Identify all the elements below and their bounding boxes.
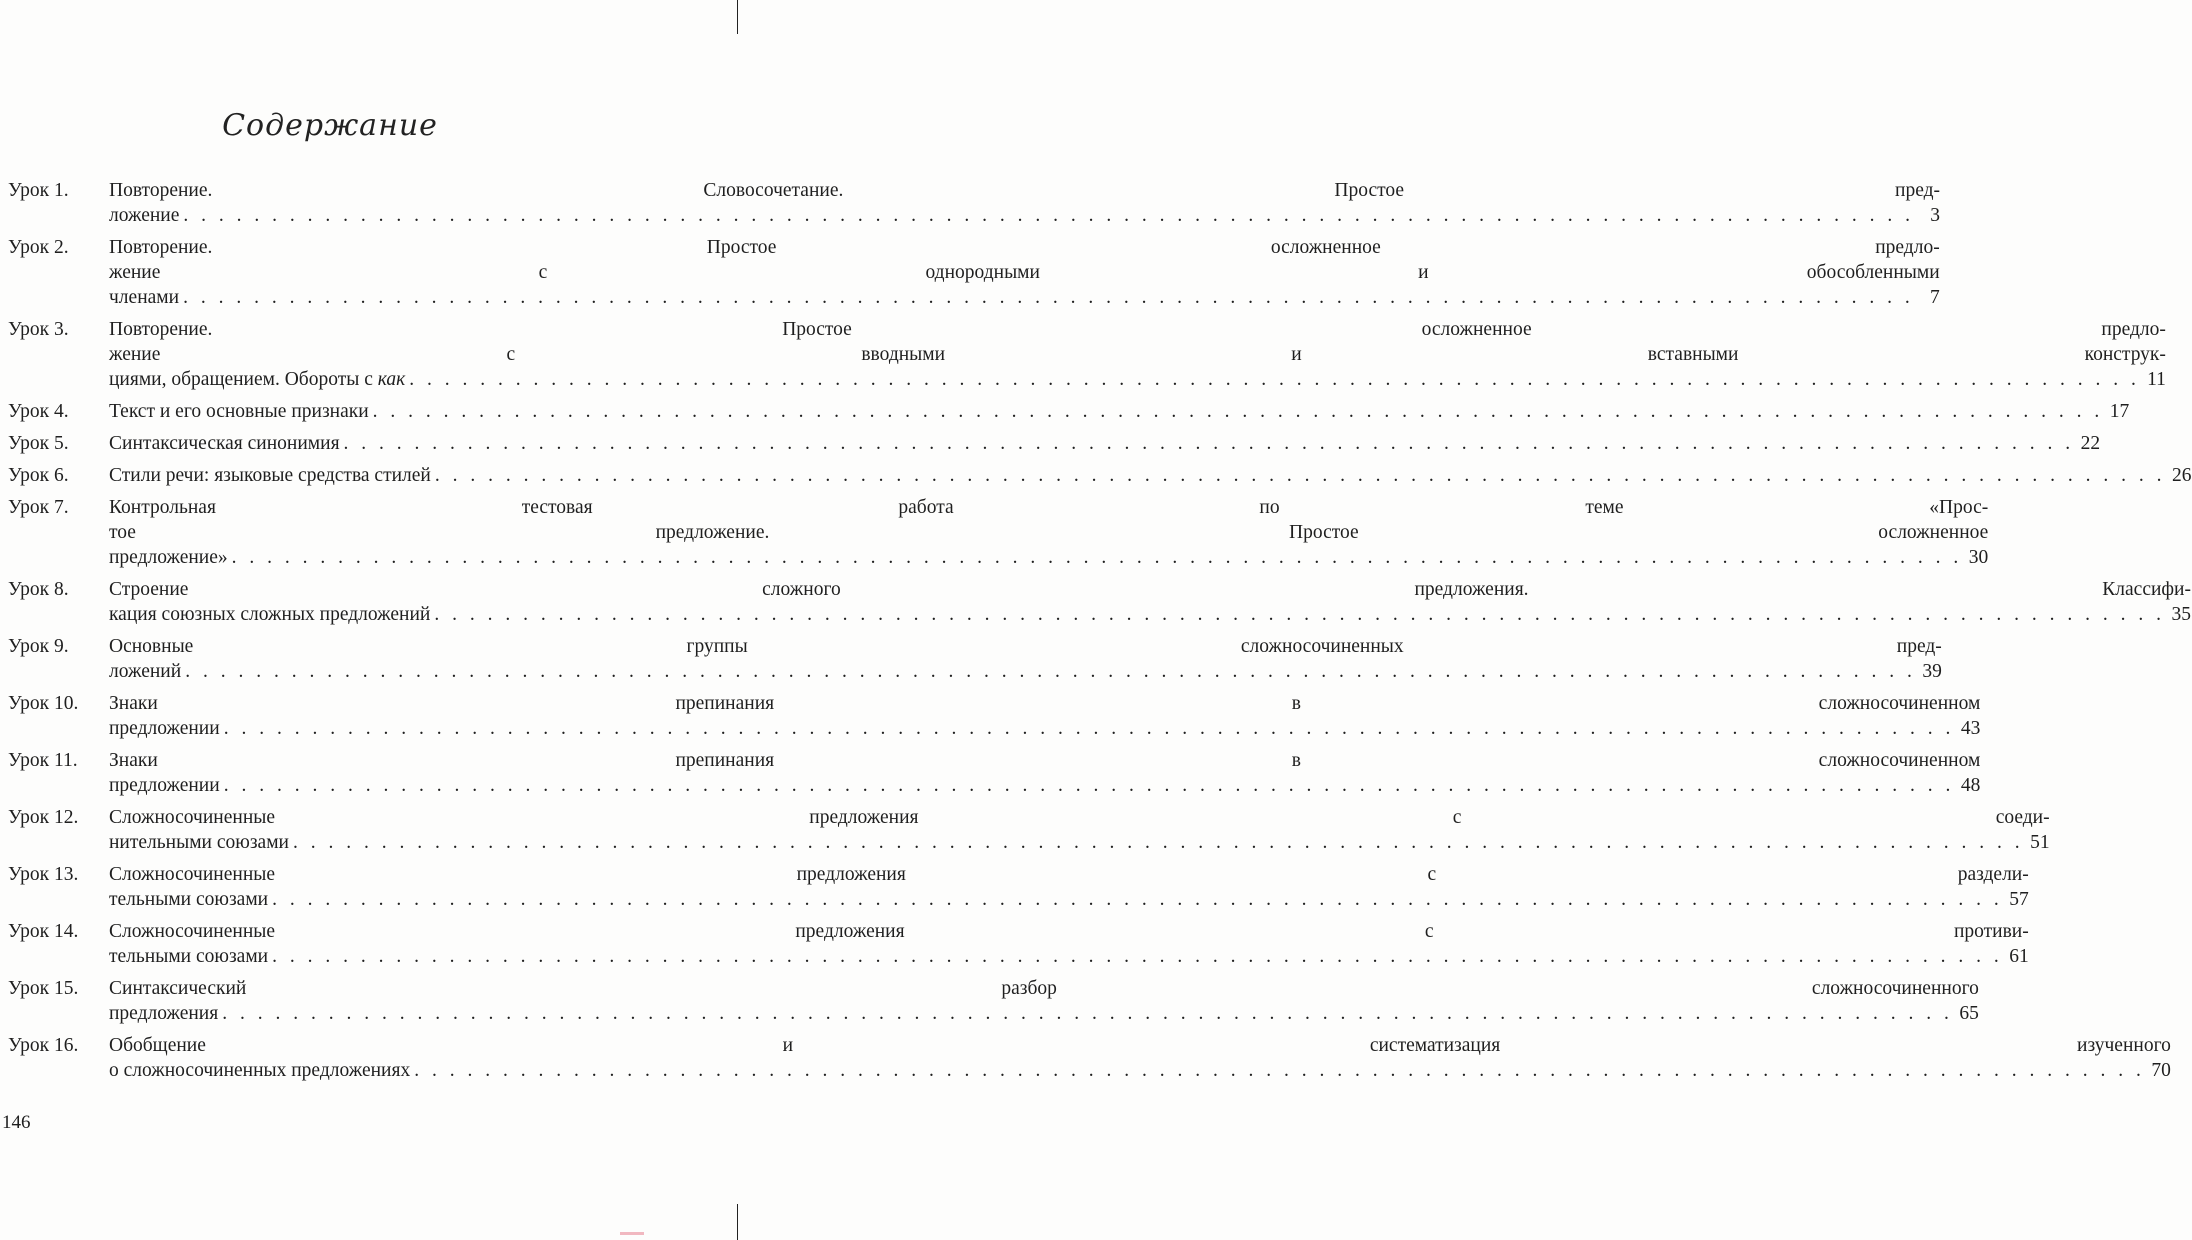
page-ref: 30: [1968, 547, 1989, 568]
lesson-title: [109, 919, 2029, 969]
lesson-title: [109, 235, 1940, 310]
page-ref: 48: [1960, 775, 1981, 796]
page-ref: 22: [2080, 433, 2101, 454]
lesson-title-text: тельными союзами: [109, 889, 269, 910]
dot-leader: [183, 203, 1914, 228]
lesson-title: [109, 495, 1988, 570]
lesson-title-line: жение с однородными и обособленными: [109, 262, 1940, 283]
dot-leader: [224, 716, 1955, 741]
lesson-title-last-line: [109, 545, 1988, 570]
page-ref: 57: [2009, 889, 2029, 910]
page-ref: 7: [1929, 287, 1940, 308]
lesson-title-line: Строение сложного предложения. Классифи-: [109, 579, 2191, 600]
page-ref: 11: [2147, 369, 2166, 390]
lesson-title-text: предложении: [109, 718, 220, 739]
lesson-label: Урок 8.: [8, 579, 69, 600]
toc-entry: [8, 317, 2166, 392]
lesson-title: [109, 805, 2050, 855]
lesson-label: Урок 1.: [8, 180, 69, 201]
lesson-title-text: кация союзных сложных предложений: [109, 604, 431, 625]
toc-entry: [8, 495, 1989, 570]
dot-leader: [414, 1058, 2145, 1083]
lesson-title-last-line: [109, 285, 1940, 310]
lesson-title-line: Сложносочиненные предложения с соеди-: [109, 807, 2050, 828]
lesson-title: [109, 634, 1942, 684]
lesson-title-text: Стили речи: языковые средства стилей: [109, 465, 431, 486]
page-ref: 43: [1960, 718, 1981, 739]
toc-entry: [8, 463, 2192, 488]
lesson-title-emphasis: как: [377, 369, 406, 390]
lesson-title-line: Основные группы сложносочиненных пред-: [109, 636, 1942, 657]
page-ref: 17: [2109, 401, 2130, 422]
lesson-title-text: циями, обращением. Обороты с: [109, 369, 373, 390]
toc-entry: [8, 178, 1941, 228]
lesson-title: [109, 463, 2192, 488]
toc-entry: [8, 235, 1940, 310]
lesson-title: [109, 431, 2100, 456]
dot-leader: [434, 602, 2165, 627]
lesson-title-text: членами: [109, 287, 180, 308]
page-ref: 51: [2030, 832, 2050, 853]
lesson-label: Урок 15.: [8, 978, 79, 999]
lesson-label: Урок 10.: [8, 693, 79, 714]
lesson-title: [109, 399, 2129, 424]
lesson-title-text: тельными союзами: [109, 946, 269, 967]
page-ref: 35: [2171, 604, 2191, 625]
lesson-title-line: Контрольная тестовая работа по теме «Прос-: [109, 497, 1989, 518]
lesson-title-text: ложение: [109, 205, 180, 226]
lesson-title-text: Синтаксическая синонимия: [109, 433, 340, 454]
lesson-label: Урок 6.: [8, 465, 69, 486]
dot-leader: [224, 773, 1955, 798]
lesson-title-line: Синтаксический разбор сложносочиненного: [109, 978, 1979, 999]
lesson-title-last-line: [109, 1058, 2171, 1083]
lesson-label: Урок 5.: [8, 433, 69, 454]
lesson-title-last-line: [109, 716, 1980, 741]
lesson-title-last-line: [109, 203, 1940, 228]
lesson-title: [109, 178, 1940, 228]
lesson-title-text: предложения: [109, 1003, 219, 1024]
page-number: 146: [2, 1112, 31, 1133]
lesson-title-line: тое предложение. Простое осложненное: [109, 522, 1989, 543]
lesson-title-line: Повторение. Простое осложненное предло-: [109, 319, 2166, 340]
lesson-title-text: о сложносочиненных предложениях: [109, 1060, 411, 1081]
pink-mark: [620, 1232, 644, 1235]
lesson-title-last-line: [109, 659, 1942, 684]
table-of-contents: [8, 178, 2192, 1090]
toc-entry: [8, 634, 1942, 684]
lesson-label: Урок 14.: [8, 921, 79, 942]
lesson-title-text: предложение»: [109, 547, 228, 568]
dot-leader: [222, 1001, 1953, 1026]
dot-leader: [185, 659, 1916, 684]
lesson-title-line: Знаки препинания в сложносочиненном: [109, 750, 1981, 771]
dot-leader: [373, 399, 2104, 424]
lesson-title-line: Сложносочиненные предложения с раздели-: [109, 864, 2029, 885]
lesson-label: Урок 9.: [8, 636, 69, 657]
page-edge-line-bottom: [737, 1204, 738, 1240]
page-ref: 3: [1930, 205, 1941, 226]
lesson-label: Урок 12.: [8, 807, 79, 828]
lesson-title-line: Знаки препинания в сложносочиненном: [109, 693, 1981, 714]
lesson-title: [109, 862, 2029, 912]
lesson-label: Урок 16.: [8, 1035, 79, 1056]
lesson-title-last-line: [109, 367, 2166, 392]
lesson-label: Урок 2.: [8, 237, 69, 258]
lesson-title-last-line: [109, 431, 2100, 456]
lesson-title-line: жение с вводными и вставными конструк-: [109, 344, 2166, 365]
lesson-title-line: Повторение. Простое осложненное предло-: [109, 237, 1940, 258]
lesson-title: [109, 691, 1980, 741]
lesson-label: Урок 7.: [8, 497, 69, 518]
lesson-title-text: ложений: [109, 661, 182, 682]
lesson-title-last-line: [109, 773, 1980, 798]
toc-entry: [8, 431, 2101, 456]
lesson-title-last-line: [109, 463, 2192, 488]
lesson-title-last-line: [109, 830, 2050, 855]
lesson-label: Урок 4.: [8, 401, 69, 422]
toc-entry: [8, 976, 1979, 1026]
toc-entry: [8, 691, 1981, 741]
lesson-title-last-line: [109, 887, 2029, 912]
lesson-title-last-line: [109, 1001, 1979, 1026]
page-title: Содержание: [222, 108, 438, 143]
toc-entry: [8, 805, 2050, 855]
lesson-label: Урок 11.: [8, 750, 78, 771]
dot-leader: [409, 367, 2140, 392]
lesson-title: [109, 976, 1979, 1026]
toc-entry: [8, 919, 2029, 969]
lesson-title-last-line: [109, 602, 2191, 627]
lesson-title-line: Повторение. Словосочетание. Простое пред-: [109, 180, 1941, 201]
lesson-title: [109, 748, 1980, 798]
toc-entry: [8, 577, 2191, 627]
page-ref: 65: [1959, 1003, 1979, 1024]
lesson-title-text: нительными союзами: [109, 832, 289, 853]
lesson-title-last-line: [109, 944, 2029, 969]
lesson-title: [109, 577, 2191, 627]
dot-leader: [293, 830, 2024, 855]
lesson-title-line: Сложносочиненные предложения с противи-: [109, 921, 2029, 942]
page-ref: 61: [2009, 946, 2029, 967]
lesson-label: Урок 13.: [8, 864, 79, 885]
toc-entry: [8, 748, 1981, 798]
page-ref: 39: [1922, 661, 1942, 682]
lesson-title-text: предложении: [109, 775, 220, 796]
lesson-title-line: Обобщение и систематизация изученного: [109, 1035, 2171, 1056]
toc-entry: [8, 862, 2029, 912]
dot-leader: [344, 431, 2075, 456]
lesson-title: [109, 317, 2166, 392]
dot-leader: [272, 887, 2003, 912]
lesson-label: Урок 3.: [8, 319, 69, 340]
page-edge-line-top: [737, 0, 738, 34]
lesson-title-text: Текст и его основные признаки: [109, 401, 369, 422]
toc-entry: [8, 1033, 2171, 1083]
dot-leader: [272, 944, 2003, 969]
page-ref: 26: [2172, 465, 2192, 486]
dot-leader: [435, 463, 2166, 488]
lesson-title-last-line: [109, 399, 2129, 424]
page-ref: 70: [2151, 1060, 2171, 1081]
dot-leader: [232, 545, 1963, 570]
dot-leader: [183, 285, 1914, 310]
toc-entry: [8, 399, 2130, 424]
lesson-title: [109, 1033, 2171, 1083]
